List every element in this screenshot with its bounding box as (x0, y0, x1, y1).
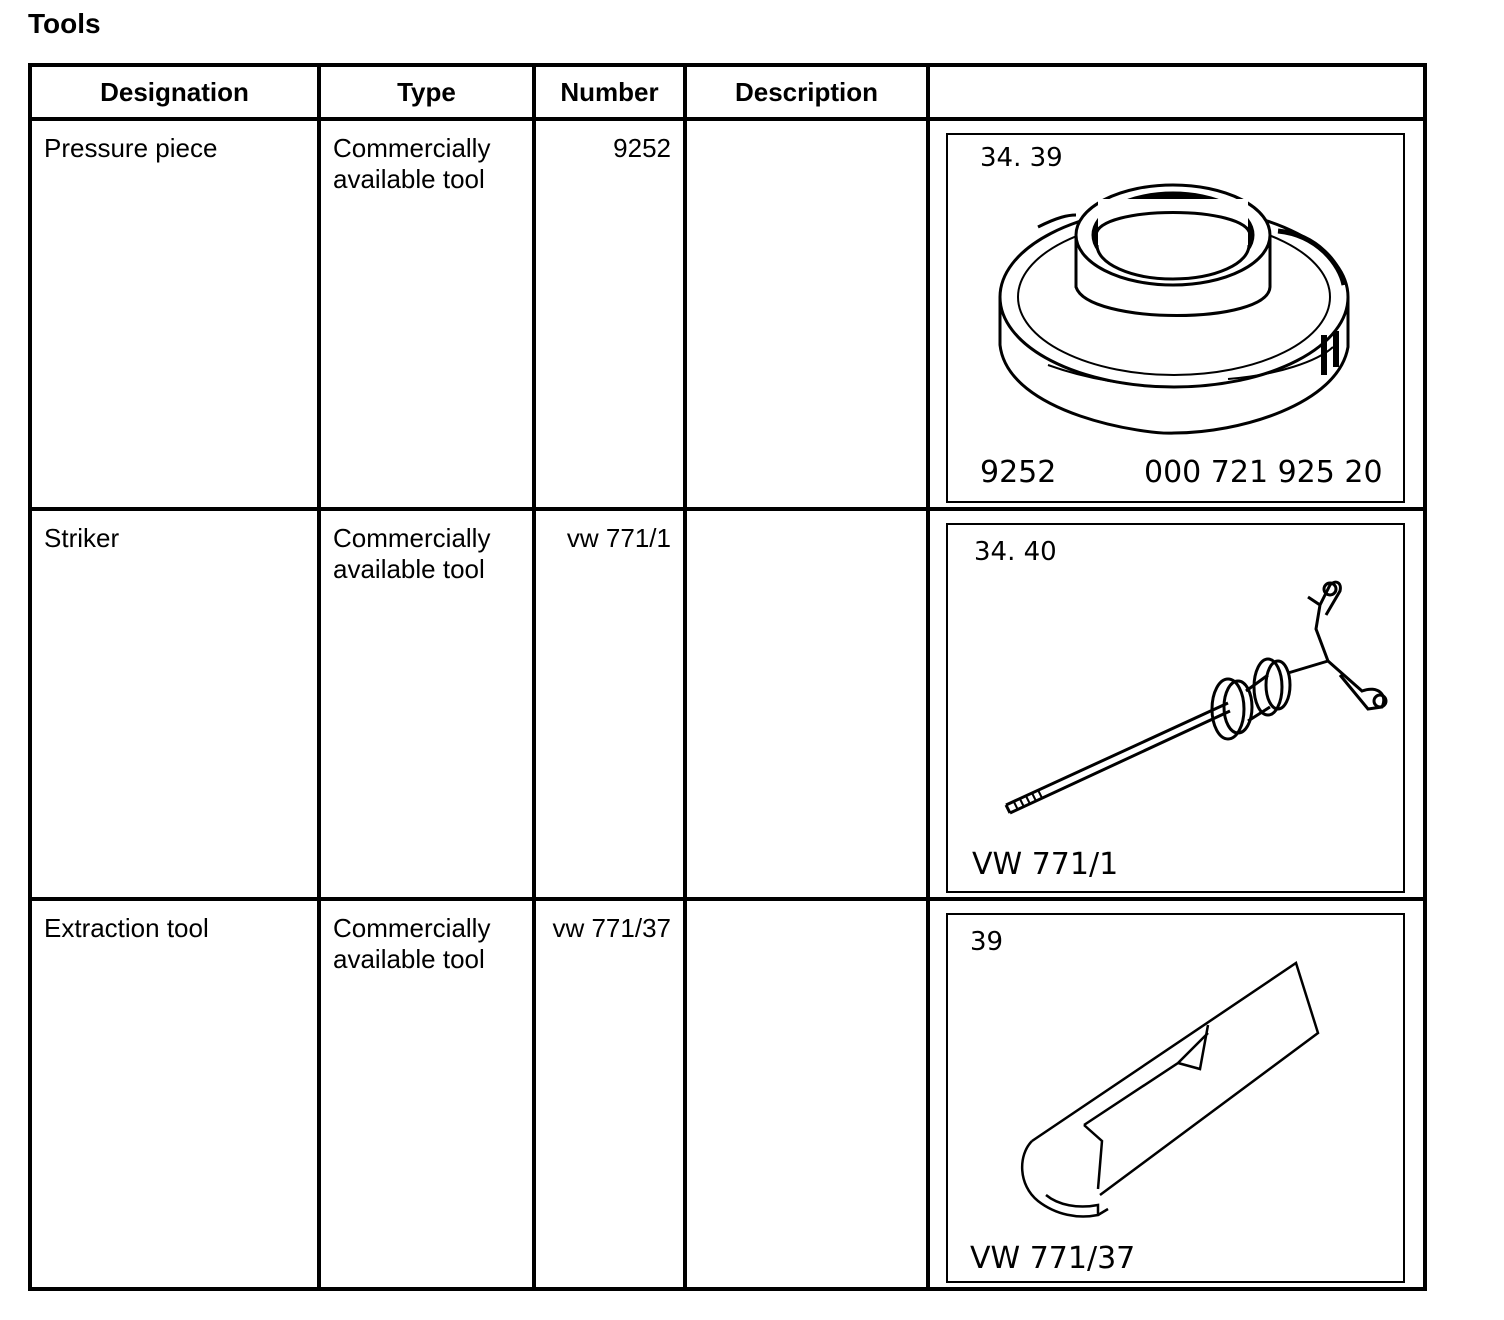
header-row (30, 65, 1425, 119)
figure-label-left: VW 771/1 (972, 847, 1119, 882)
tools-table (28, 63, 1427, 1291)
figure-code: 34. 39 (980, 143, 1063, 173)
figure-cell (928, 119, 1425, 509)
header-type: Type (319, 65, 534, 119)
number-cell (534, 119, 685, 509)
figure-frame (946, 913, 1405, 1283)
extraction-tool-illustration (948, 915, 1405, 1281)
number-text: 9252 (613, 133, 671, 163)
figure-code: 34. 40 (974, 537, 1057, 567)
designation-text: Extraction tool (44, 913, 209, 943)
figure-label-right: 000 721 925 20 (1144, 455, 1383, 490)
number-text: vw 771/1 (566, 523, 671, 553)
figure-frame (946, 133, 1405, 503)
pressure-piece-illustration (948, 135, 1405, 501)
table-row (30, 509, 1425, 899)
type-line-2: available tool (333, 554, 485, 584)
page-title: Tools (28, 8, 101, 39)
header-figure (928, 65, 1425, 119)
header-number: Number (534, 65, 685, 119)
number-text: vw 771/37 (552, 913, 671, 943)
type-line-2: available tool (333, 164, 485, 194)
designation-text: Striker (44, 523, 120, 553)
figure-cell (928, 899, 1425, 1289)
figure-code: 39 (970, 927, 1004, 957)
designation-cell (30, 899, 319, 1289)
figure-label-left: 9252 (980, 455, 1057, 490)
number-cell (534, 899, 685, 1289)
type-cell (319, 509, 534, 899)
header-description: Description (685, 65, 928, 119)
type-line-1: Commercially (333, 913, 491, 943)
type-cell (319, 119, 534, 509)
designation-text: Pressure piece (44, 133, 218, 163)
striker-illustration (948, 525, 1405, 891)
description-cell (685, 899, 928, 1289)
type-line-1: Commercially (333, 133, 491, 163)
description-cell (685, 509, 928, 899)
table-row (30, 119, 1425, 509)
figure-cell (928, 509, 1425, 899)
header-designation: Designation (30, 65, 319, 119)
designation-cell (30, 509, 319, 899)
type-line-2: available tool (333, 944, 485, 974)
figure-frame (946, 523, 1405, 893)
number-cell (534, 509, 685, 899)
designation-cell (30, 119, 319, 509)
type-cell (319, 899, 534, 1289)
type-line-1: Commercially (333, 523, 491, 553)
figure-label-left: VW 771/37 (970, 1241, 1136, 1276)
description-cell (685, 119, 928, 509)
table-row (30, 899, 1425, 1289)
